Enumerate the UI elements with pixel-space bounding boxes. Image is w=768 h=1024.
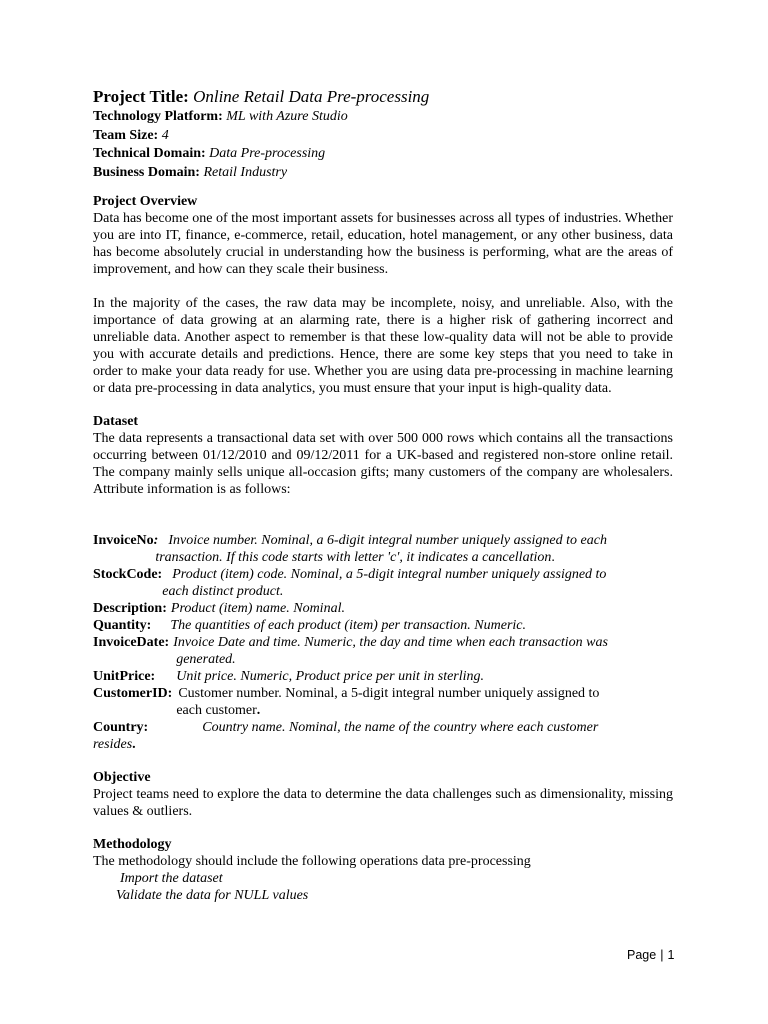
attribute-customer-id-name: CustomerID:	[93, 686, 173, 701]
team-size-label: Team Size:	[93, 127, 159, 143]
methodology-heading: Methodology	[93, 837, 172, 852]
project-title-label: Project Title:	[93, 87, 189, 106]
attribute-invoice-no-desc	[155, 532, 673, 566]
attribute-country-name: Country:	[93, 720, 149, 735]
team-size-line	[93, 127, 673, 146]
project-title-value: Online Retail Data Pre-processing	[193, 87, 430, 106]
attribute-customer-id-period: .	[256, 703, 261, 718]
attribute-stock-code-desc	[162, 566, 673, 600]
platform-value: ML with Azure Studio	[226, 109, 348, 124]
attribute-invoice-no-line-1: Invoice number. Nominal, a 6-digit integral number uniquely assigned to each	[168, 533, 607, 548]
dataset-paragraph: The data represents a transactional data set with over 500 000 rows which contains all the transactions occurring between 01/12/2010 and 09/12/2011 for a UK-based and registered non-store online retail. The company mainly sells unique all-occasion gifts; many customers of the company are wholesalers. Attribute information is as follows:	[93, 431, 673, 497]
page-number: 1	[667, 948, 675, 962]
attribute-customer-id-line-1: Customer number. Nominal, a 5-digit integral number uniquely assigned to	[178, 686, 600, 701]
attribute-stock-code	[93, 566, 673, 600]
overview-paragraph-2: In the majority of the cases, the raw data may be incomplete, noisy, and unreliable. Also, with the importance of data growing at an alarming rate, there is a higher risk of gathering incorrect and unreliable data. Another aspect to remember is that these low-quality data will not be able to provide you with accurate details and predictions. Hence, there are some key steps that you need to take in order to make your data ready for use. Whether you are using data pre-processing in machine learning or data pre-processing in data analytics, you must ensure that your input is high-quality data.	[93, 296, 673, 396]
attribute-country-line-1: Country name. Nominal, the name of the country where each customer	[202, 720, 599, 735]
attribute-quantity	[93, 617, 673, 634]
attribute-stock-code-line-2: each distinct product.	[162, 584, 284, 599]
business-domain-value: Retail Industry	[203, 164, 288, 180]
objective-paragraph: Project teams need to explore the data to determine the data challenges such as dimensionality, missing values & outliers.	[93, 787, 673, 819]
attribute-unit-price-name: UnitPrice:	[93, 669, 156, 684]
attribute-invoice-date-name: InvoiceDate:	[93, 635, 170, 650]
attribute-customer-id	[93, 685, 673, 719]
business-domain-label: Business Domain:	[93, 164, 200, 180]
attribute-invoice-no-colon: :	[153, 533, 159, 548]
attribute-unit-price	[93, 668, 673, 685]
objective-heading: Objective	[93, 770, 151, 785]
attribute-invoice-date-line-2: generated.	[176, 652, 236, 667]
attribute-country-line-2: resides	[93, 737, 133, 752]
attribute-invoice-no	[93, 532, 673, 566]
attribute-invoice-no-name: InvoiceNo	[93, 533, 154, 548]
technical-domain-value: Data Pre-processing	[209, 146, 326, 161]
project-title-line	[93, 86, 673, 108]
dataset-heading: Dataset	[93, 414, 139, 429]
technical-domain-line	[93, 145, 673, 164]
business-domain-line	[93, 164, 673, 183]
overview-paragraph-1: Data has become one of the most important assets for businesses across all types of industries. Whether you are into IT, finance, e-commerce, retail, education, hotel management, or any other business, data has become absolutely crucial in understanding how the business is performing, what are the areas of improvement, and how can they scale their business.	[93, 211, 673, 277]
attribute-list	[93, 532, 673, 753]
attribute-invoice-no-line-2: transaction. If this code starts with letter 'c', it indicates a cancellation	[155, 550, 552, 565]
methodology-paragraph: The methodology should include the following operations data pre-processing	[93, 854, 531, 869]
attribute-country	[93, 719, 673, 753]
page-separator: |	[660, 948, 664, 962]
attribute-description	[93, 600, 673, 617]
attribute-quantity-name: Quantity:	[93, 618, 152, 633]
technical-domain-label: Technical Domain:	[93, 146, 206, 161]
methodology-step-2: Validate the data for NULL values	[116, 888, 309, 903]
methodology-step-1: Import the dataset	[120, 871, 223, 886]
attribute-stock-code-line-1: Product (item) code. Nominal, a 5-digit integral number uniquely assigned to	[172, 567, 607, 582]
platform-line	[93, 108, 673, 127]
attribute-description-desc: Product (item) name. Nominal.	[170, 601, 345, 616]
attribute-invoice-no-period: .	[551, 550, 555, 565]
attribute-quantity-desc: The quantities of each product (item) per transaction. Numeric.	[170, 618, 526, 633]
attribute-unit-price-desc: Unit price. Numeric, Product price per unit in sterling.	[176, 669, 485, 684]
platform-label: Technology Platform:	[93, 109, 223, 124]
attribute-invoice-date-line-1: Invoice Date and time. Numeric, the day and time when each transaction was	[173, 635, 608, 650]
team-size-value: 4	[161, 127, 169, 143]
attribute-stock-code-name: StockCode:	[93, 567, 163, 582]
attribute-invoice-date	[93, 634, 673, 668]
attribute-customer-id-line-2: each customer	[176, 703, 257, 718]
attribute-description-name: Description:	[93, 601, 167, 616]
attribute-customer-id-desc	[172, 685, 673, 719]
page-label: Page	[627, 948, 657, 962]
document-page	[93, 86, 673, 904]
attribute-country-period: .	[132, 737, 136, 752]
page-footer	[627, 948, 674, 962]
attribute-invoice-date-desc	[169, 634, 673, 668]
overview-heading: Project Overview	[93, 194, 198, 209]
